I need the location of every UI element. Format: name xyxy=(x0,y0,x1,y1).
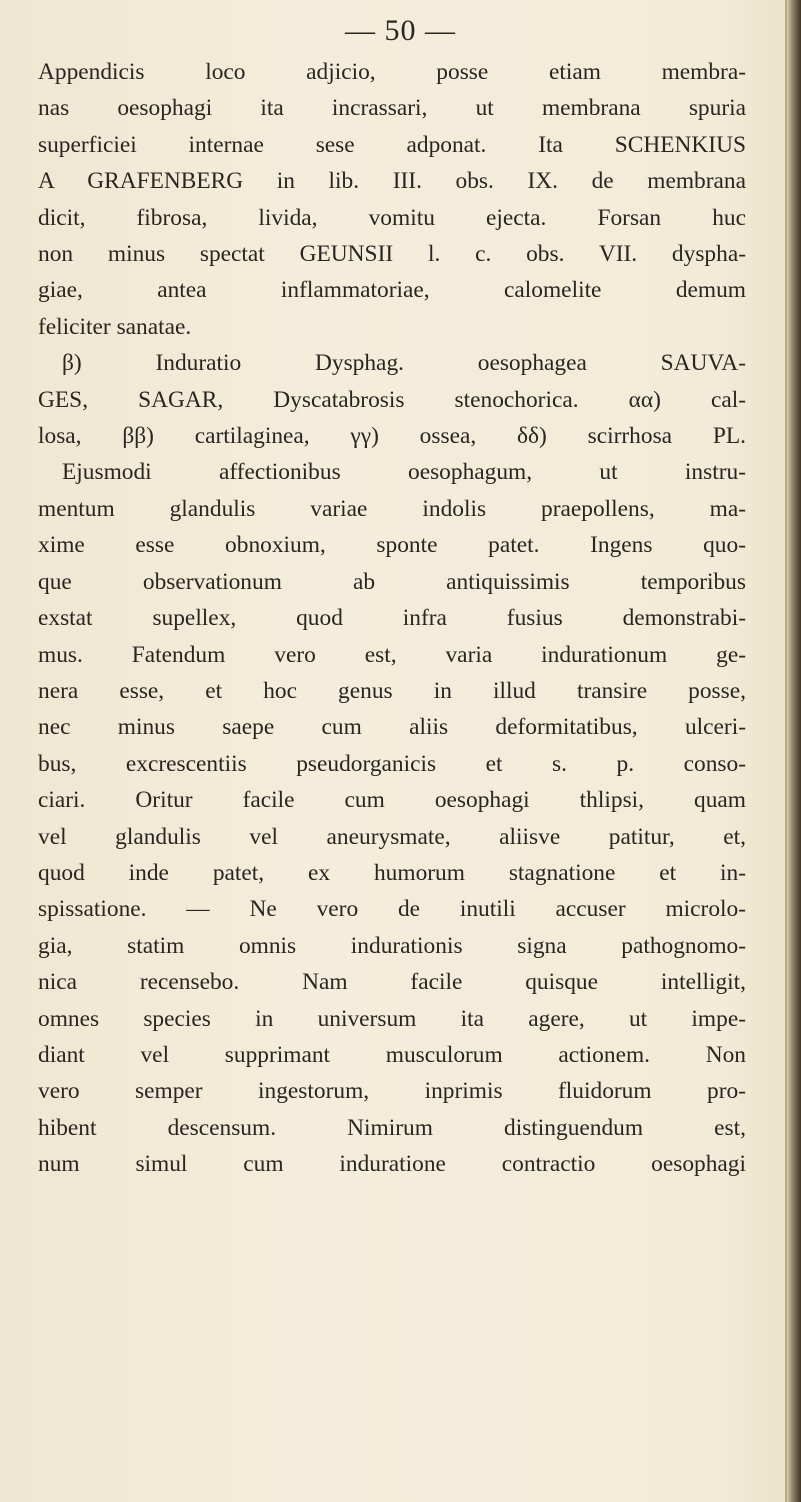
text-line: vero semper ingestorum, inprimis fluidorum pro- xyxy=(38,1078,746,1105)
text-line: ciari. Oritur facile cum oesophagi thlipsi, quam xyxy=(38,787,746,814)
text-line: nec minus saepe cum aliis deformitatibus, ulceri- xyxy=(38,714,746,741)
text-line: nas oesophagi ita incrassari, ut membrana spuria xyxy=(38,95,746,122)
text-line: Appendicis loco adjicio, posse etiam membra- xyxy=(38,59,746,85)
text-line: omnes species in universum ita agere, ut impe- xyxy=(38,1005,746,1032)
section-heading-line: β) Induratio Dysphag. oesophagea SAUVA- xyxy=(62,350,746,377)
text-line: num simul cum induratione contractio oesophagi xyxy=(38,1151,746,1178)
text-line: GES, SAGAR, Dyscatabrosis stenochorica. αα) cal- xyxy=(38,386,746,413)
text-line: nica recensebo. Nam facile quisque intelligit, xyxy=(38,969,746,996)
text-line: superficiei internae sese adponat. Ita SCHENKIUS xyxy=(38,131,746,158)
body-text xyxy=(38,54,746,1183)
text-line: vel glandulis vel aneurysmate, aliisve patitur, et, xyxy=(38,823,746,850)
text-line: diant vel supprimant musculorum actionem. Non xyxy=(38,1041,746,1068)
text-line: xime esse obnoxium, sponte patet. Ingens quo- xyxy=(38,532,746,559)
text-line: mentum glandulis variae indolis praepollens, ma- xyxy=(38,495,746,522)
text-line: quod inde patet, ex humorum stagnatione et in- xyxy=(38,859,746,886)
text-line: giae, antea inflammatoriae, calomelite demum xyxy=(38,277,746,304)
text-line: spissatione. — Ne vero de inutili accuser microlo- xyxy=(38,896,746,923)
text-line: dicit, fibrosa, livida, vomitu ejecta. Forsan huc xyxy=(38,204,746,231)
text-line: nera esse, et hoc genus in illud transire posse, xyxy=(38,677,746,704)
text-line: que observationum ab antiquissimis temporibus xyxy=(38,568,746,595)
text-line: losa, ββ) cartilaginea, γγ) ossea, δδ) scirrhosa PL. xyxy=(38,423,746,450)
text-line: exstat supellex, quod infra fusius demonstrabi- xyxy=(38,605,746,632)
page-header: — 50 — xyxy=(345,14,456,47)
text-line: gia, statim omnis indurationis signa pathognomo- xyxy=(38,932,746,959)
text-line: Ejusmodi affectionibus oesophagum, ut instru- xyxy=(62,459,746,486)
text-line: bus, excrescentiis pseudorganicis et s. p. conso- xyxy=(38,750,746,777)
text-line: hibent descensum. Nimirum distinguendum est, xyxy=(38,1114,746,1141)
text-line: A GRAFENBERG in lib. III. obs. IX. de membrana xyxy=(38,168,746,195)
text-line: mus. Fatendum vero est, varia indurationum ge- xyxy=(38,641,746,668)
text-line: feliciter sanatae. xyxy=(38,313,192,340)
book-binding-gutter xyxy=(787,0,801,1502)
text-line: non minus spectat GEUNSII l. c. obs. VII. dyspha- xyxy=(38,241,746,268)
